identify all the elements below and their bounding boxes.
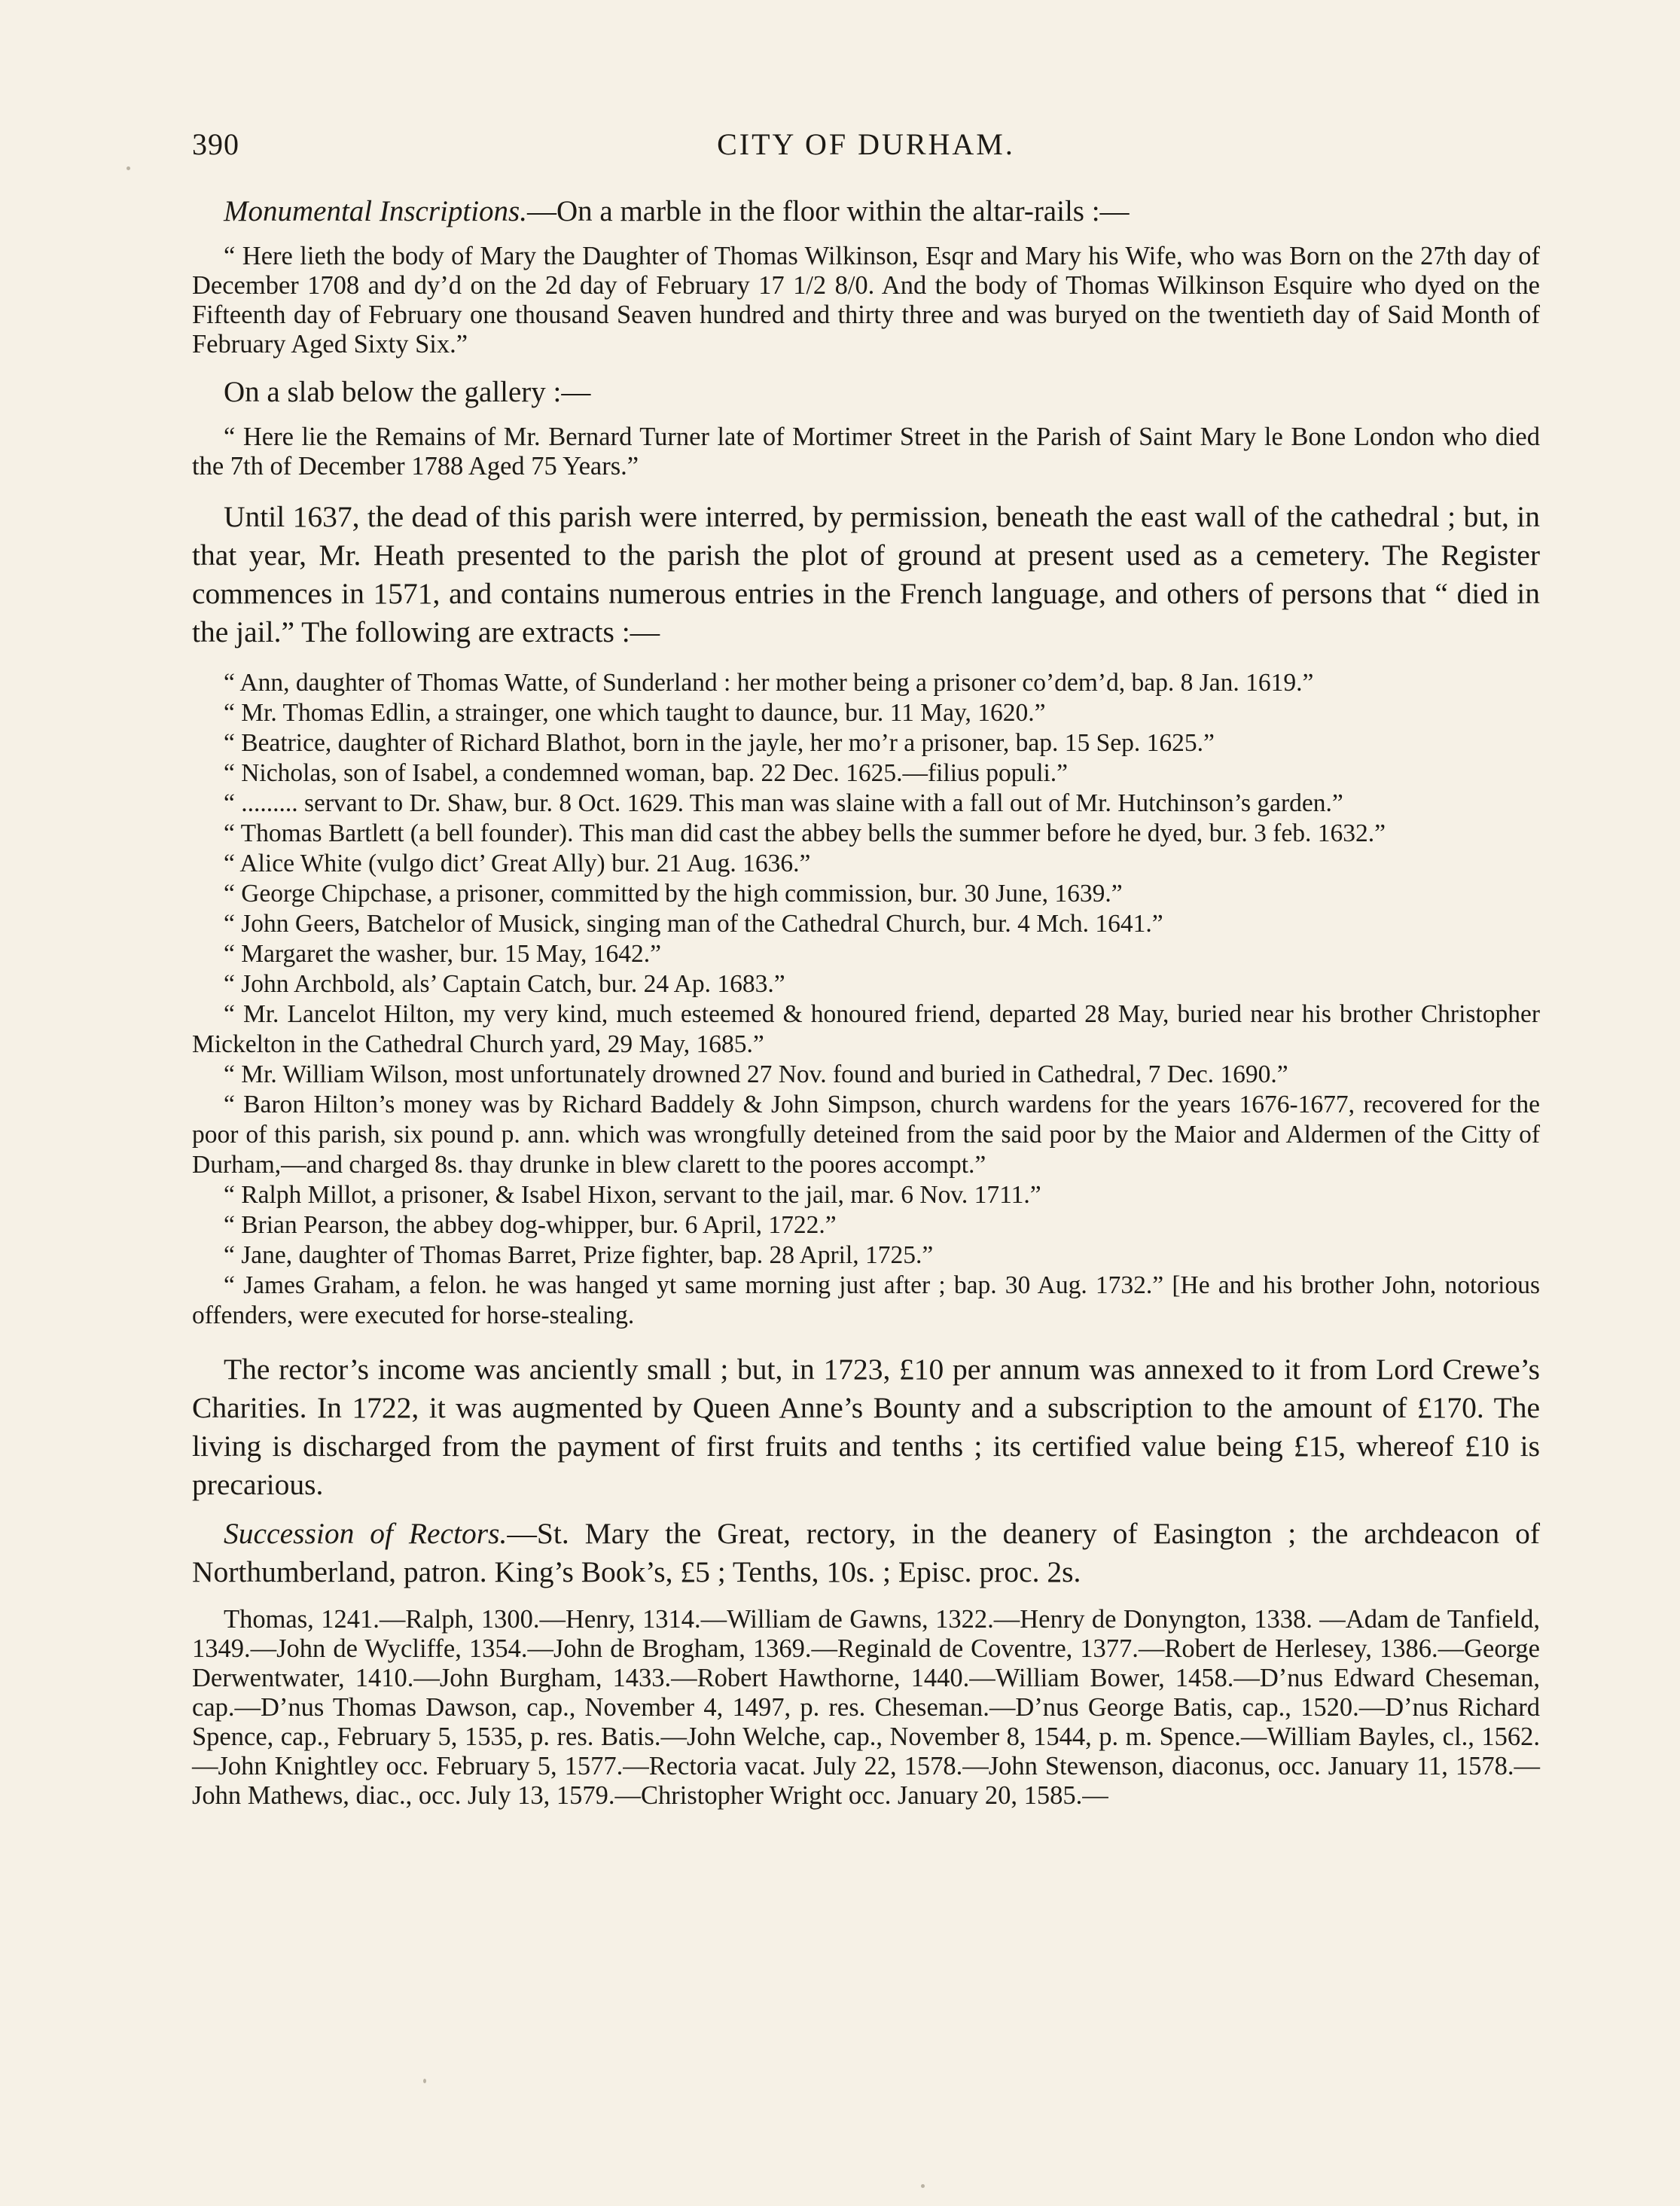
rectors-list: Thomas, 1241.—Ralph, 1300.—Henry, 1314.—William de Gawns, 1322.—Henry de Donyngton, 1338. —Adam de Tanfield, 1349.—John de Wycliffe, 1354.—John de Brogham, 1369.—Reginald de Coventre, 1377.—Robert de Herlesey, 1386.—George Derwentwater, 1410.—John Burgham, 1433.—Robert Hawthorne, 1440.—William Bower, 1458.—D’nus Edward Cheseman, cap.—D’nus Thomas Dawson, cap., November 4, 1497, p. res. Cheseman.—D’nus George Batis, cap., 1520.—D’nus Richard Spence, cap., February 5, 1535, p. res. Batis.—John Welche, cap., November 8, 1544, p. m. Spence.—William Bayles, cl., 1562.—John Knightley occ. February 5, 1577.—Rectoria vacat. July 22, 1578.—John Stewenson, diaconus, occ. January 11, 1578.—John Mathews, diac., occ. July 13, 1579.—Christopher Wright occ. January 20, 1585.—: [192, 1605, 1540, 1810]
income-paragraph: The rector’s income was anciently small ; but, in 1723, £10 per annum was annexed to it from Lord Crewe’s Charities. In 1722, it was augmented by Queen Anne’s Bounty and a subscription to the amount of £170. The living is discharged from the payment of first fruits and tenths ; its certified value being £15, whereof £10 is precarious.: [192, 1353, 1540, 1501]
succession-heading: Succession of Rectors.: [224, 1517, 508, 1550]
register-extract: “ John Archbold, als’ Captain Catch, bur. 24 Ap. 1683.”: [224, 970, 785, 998]
monumental-heading-line: [192, 192, 1540, 231]
register-extract: “ Nicholas, son of Isabel, a condemned woman, bap. 22 Dec. 1625.—filius populi.”: [224, 759, 1069, 787]
inscription-turner: “ Here lie the Remains of Mr. Bernard Turner late of Mortimer Street in the Parish of Saint Mary le Bone London who died the 7th of December 1788 Aged 75 Years.”: [192, 423, 1540, 481]
register-extract: “ James Graham, a felon. he was hanged yt same morning just after ; bap. 30 Aug. 1732.” [He and his brother John, notorious offenders, were executed for horse-stealing.: [192, 1271, 1540, 1329]
register-extract: “ Baron Hilton’s money was by Richard Baddely & John Simpson, church wardens for the years 1676-1677, recovered for the poor of this parish, six pound p. ann. which was wrongfully deteined from the said poor by the Maior and Aldermen of the Citty of Durham,—and charged 8s. thay drunke in blew clarett to the poores accompt.”: [192, 1091, 1540, 1179]
register-extract: “ Ralph Millot, a prisoner, & Isabel Hixon, servant to the jail, mar. 6 Nov. 1711.”: [224, 1181, 1041, 1209]
register-extract: “ ......... servant to Dr. Shaw, bur. 8 Oct. 1629. This man was slaine with a fall out of Mr. Hutchinson’s garden.”: [224, 789, 1343, 817]
register-extract: “ Mr. Thomas Edlin, a strainger, one which taught to daunce, bur. 11 May, 1620.”: [224, 699, 1046, 727]
page-blemish: [127, 166, 130, 170]
register-extract: “ John Geers, Batchelor of Musick, singing man of the Cathedral Church, bur. 4 Mch. 1641.”: [224, 910, 1163, 938]
slab-intro: On a slab below the gallery :—: [224, 376, 591, 408]
page-blemish: [921, 2184, 925, 2188]
register-extracts: [192, 668, 1540, 1331]
page-blemish: [423, 2079, 426, 2083]
page-header: [192, 127, 1540, 172]
register-extract: “ Mr. Lancelot Hilton, my very kind, much esteemed & honoured friend, departed 28 May, buried near his brother Christopher Mickelton in the Cathedral Church yard, 29 May, 1685.”: [192, 1000, 1540, 1058]
register-extract: “ Alice White (vulgo dict’ Great Ally) bur. 21 Aug. 1636.”: [224, 850, 811, 877]
inscription-wilkinson: “ Here lieth the body of Mary the Daughter of Thomas Wilkinson, Esqr and Mary his Wife, who was Born on the 27th day of December 1708 and dy’d on the 2d day of February 17 1/2 8/0. And the body of Thomas Wilkinson Esquire who dyed on the Fifteenth day of February one thousand Seaven hundred and thirty three and was buryed on the twentieth day of Said Month of February Aged Sixty Six.”: [192, 242, 1540, 359]
register-extract: “ Jane, daughter of Thomas Barret, Prize fighter, bap. 28 April, 1725.”: [224, 1241, 934, 1269]
register-extract: “ Ann, daughter of Thomas Watte, of Sunderland : her mother being a prisoner co’dem’d, bap. 8 Jan. 1619.”: [224, 669, 1314, 697]
register-paragraph: Until 1637, the dead of this parish were interred, by permission, beneath the east wall of the cathedral ; but, in that year, Mr. Heath presented to the parish the plot of ground at present used as a cemetery. The Register commences in 1571, and contains numerous entries in the French language, and others of persons that “ died in the jail.” The following are extracts :—: [192, 500, 1540, 648]
page-number: 390: [192, 127, 239, 161]
body-text: [192, 192, 1540, 1811]
register-extract: “ George Chipchase, a prisoner, committed by the high commission, bur. 30 June, 1639.”: [224, 880, 1123, 908]
register-extract: “ Mr. William Wilson, most unfortunately drowned 27 Nov. found and buried in Cathedral, 7 Dec. 1690.”: [224, 1060, 1288, 1088]
monumental-intro: —On a marble in the floor within the altar-rails :—: [526, 195, 1130, 227]
register-extract: “ Brian Pearson, the abbey dog-whipper, bur. 6 April, 1722.”: [224, 1211, 837, 1239]
succession-text: —St. Mary the Great, rectory, in the deanery of Easington ; the archdeacon of Northumberland, patron. King’s Book’s, £5 ; Tenths, 10s. ; Episc. proc. 2s.: [192, 1517, 1540, 1588]
running-title: CITY OF DURHAM.: [717, 127, 1015, 161]
monumental-heading: Monumental Inscriptions.: [224, 195, 527, 227]
register-extract: “ Margaret the washer, bur. 15 May, 1642.”: [224, 940, 662, 968]
register-extract: “ Thomas Bartlett (a bell founder). This man did cast the abbey bells the summer before he dyed, bur. 3 feb. 1632.”: [224, 819, 1386, 847]
succession-paragraph: [192, 1515, 1540, 1591]
register-extract: “ Beatrice, daughter of Richard Blathot, born in the jayle, her mo’r a prisoner, bap. 15 Sep. 1625.”: [224, 729, 1215, 757]
